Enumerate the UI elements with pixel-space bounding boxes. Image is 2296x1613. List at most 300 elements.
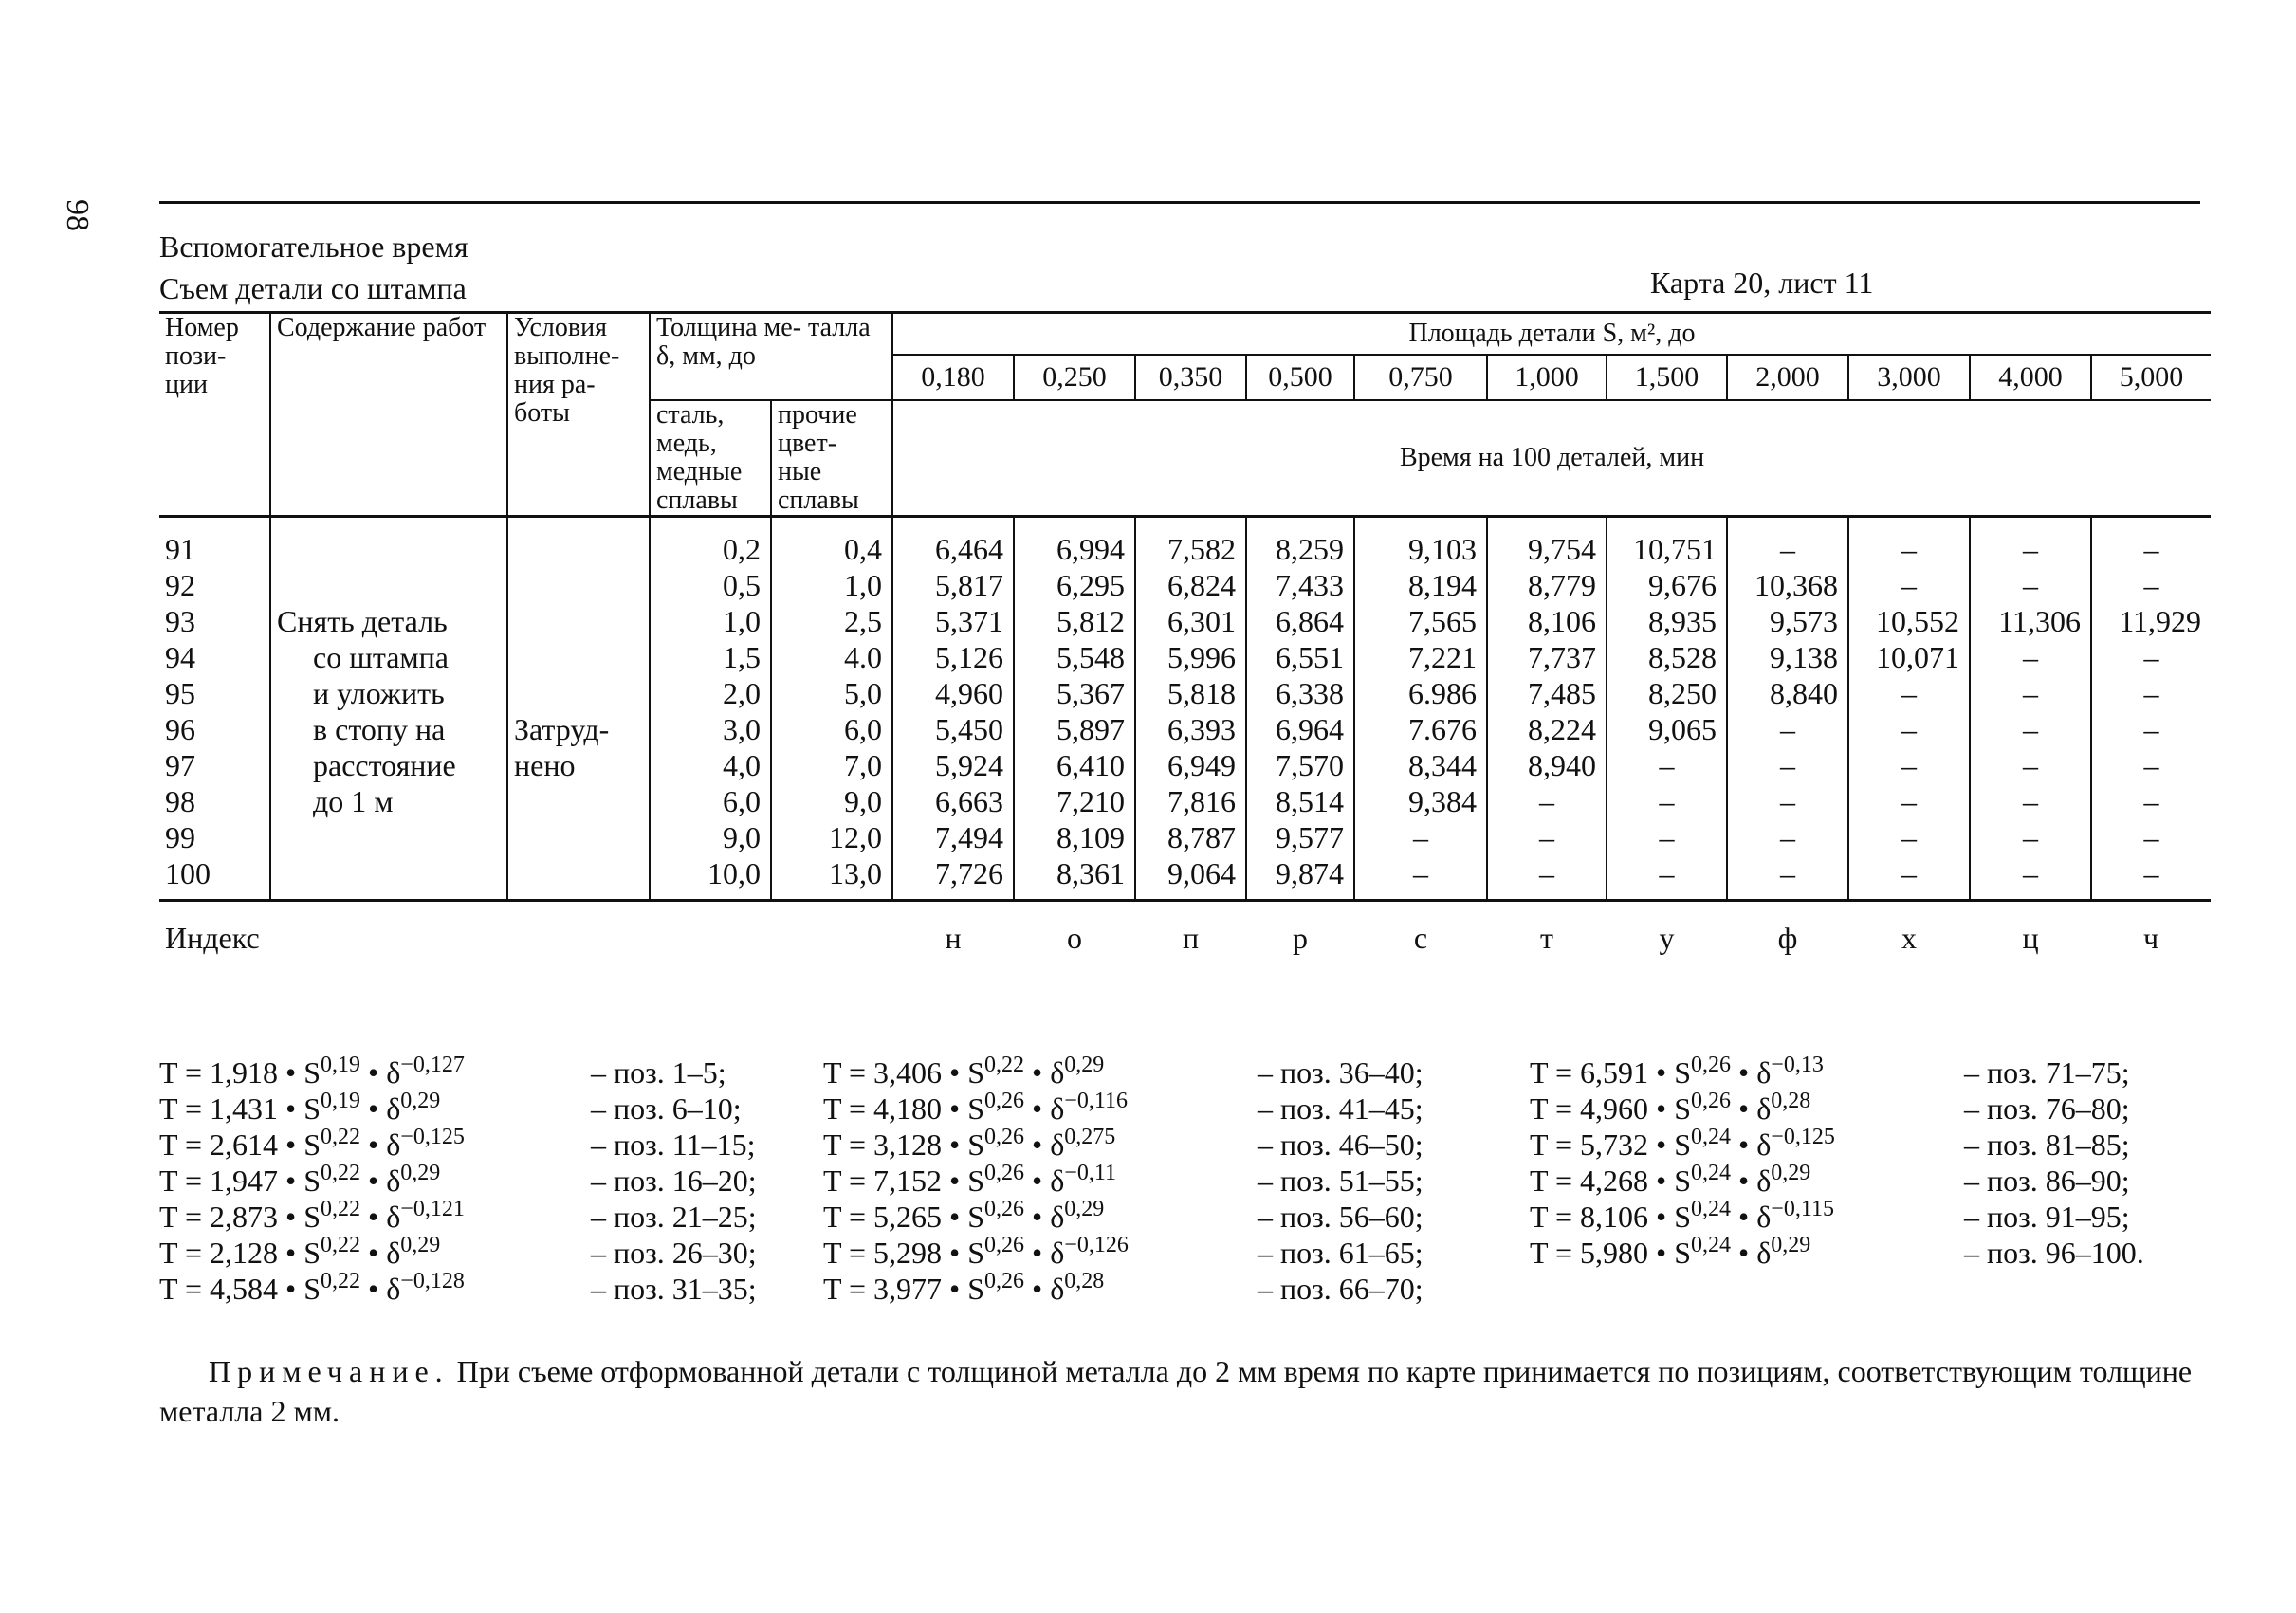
formula-s-exponent: 0,22 (984, 1053, 1025, 1077)
formula-line (823, 1235, 1506, 1271)
formula-prefix: T = (159, 1164, 211, 1198)
formula-s-exponent: 0,26 (984, 1233, 1025, 1257)
formula-prefix: T = (1530, 1127, 1581, 1162)
time-value-cell: – (1354, 855, 1487, 901)
table-row (159, 517, 2211, 568)
time-value-cell: – (2143, 532, 2159, 566)
other-thickness-cell: 13,0 (771, 855, 892, 901)
formula-s-exponent: 0,22 (321, 1161, 361, 1185)
time-value-cell: – (1727, 711, 1848, 747)
time-value-cell: 9,064 (1135, 855, 1246, 901)
time-value-cell: 8,840 (1727, 675, 1848, 711)
time-value-cell: – (1607, 783, 1727, 819)
formula-s-symbol: • S (278, 1164, 321, 1198)
formula-prefix: T = (159, 1127, 211, 1162)
formula-positions: – поз. 71–75; (1964, 1055, 2130, 1090)
time-value-cell: 6,949 (1135, 747, 1246, 783)
formula-positions: – поз. 91–95; (1964, 1200, 2130, 1234)
formula-line (1530, 1163, 2208, 1199)
time-value-cell: – (2143, 820, 2159, 854)
time-value-cell: – (1970, 639, 2091, 675)
time-value-cell: 5,817 (892, 567, 1014, 603)
time-value-cell: – (1607, 819, 1727, 855)
time-value-cell: – (1848, 855, 1970, 901)
formula-delta-exponent: −0,121 (400, 1197, 465, 1221)
time-value-cell: 5,548 (1014, 639, 1135, 675)
formula-expression (823, 1127, 1115, 1163)
index-letter-7: ф (1727, 901, 1848, 957)
time-value-cell: 6,393 (1135, 711, 1246, 747)
time-value-cell: – (1970, 675, 2091, 711)
time-value-cell: 7,221 (1354, 639, 1487, 675)
time-value-cell: 8,109 (1014, 819, 1135, 855)
time-value-cell: – (1487, 855, 1607, 901)
time-value-cell: 8,514 (1246, 783, 1354, 819)
formula-positions: – поз. 26–30; (591, 1236, 757, 1270)
formula-delta-exponent: −0,116 (1064, 1089, 1128, 1113)
formula-coefficient: 4,960 (1580, 1091, 1649, 1126)
formula-expression (1530, 1091, 1810, 1127)
formula-positions: – поз. 1–5; (591, 1055, 726, 1090)
formula-prefix: T = (159, 1272, 211, 1306)
area-header-2: 0,350 (1135, 355, 1246, 400)
formula-delta-symbol: • δ (360, 1127, 401, 1162)
index-letter-10: ч (2091, 901, 2211, 957)
formula-s-exponent: 0,22 (321, 1197, 361, 1221)
area-header-10: 5,000 (2091, 355, 2211, 400)
formula-prefix: T = (823, 1200, 874, 1234)
time-value-cell: – (1727, 819, 1848, 855)
formula-delta-exponent: 0,29 (400, 1161, 441, 1185)
formula-prefix: T = (1530, 1164, 1581, 1198)
time-value-cell: 7,210 (1014, 783, 1135, 819)
formula-s-symbol: • S (1648, 1055, 1692, 1090)
area-header-3: 0,500 (1246, 355, 1354, 400)
header-other-alloys: прочие цвет- ные сплавы (771, 400, 892, 517)
note-text: При съеме отформованной детали с толщиной металла до 2 мм время по карте принимается по позициям, соответствующим толщине металла 2 мм. (159, 1354, 2193, 1428)
area-header-9: 4,000 (1970, 355, 2091, 400)
time-value-cell: 6,338 (1246, 675, 1354, 711)
formula-delta-exponent: −0,127 (400, 1053, 465, 1077)
formula-line (1530, 1054, 2208, 1091)
formula-positions: – поз. 81–85; (1964, 1127, 2130, 1162)
time-value-cell: 5,126 (892, 639, 1014, 675)
formula-line (823, 1163, 1506, 1199)
formula-s-exponent: 0,22 (321, 1233, 361, 1257)
time-value-cell: 9,573 (1727, 603, 1848, 639)
other-thickness-cell: 12,0 (771, 819, 892, 855)
formula-delta-symbol: • δ (1731, 1055, 1772, 1090)
formula-s-symbol: • S (942, 1272, 985, 1306)
position-cell: 96 (159, 711, 270, 747)
time-value-cell: 8,259 (1246, 517, 1354, 568)
formula-s-exponent: 0,22 (321, 1269, 361, 1293)
time-value-cell: – (2143, 712, 2159, 746)
time-value-cell: – (1848, 675, 1970, 711)
formulas-column-3 (1530, 1054, 2208, 1271)
work-content-line: до 1 м (313, 784, 394, 818)
formula-prefix: T = (159, 1200, 211, 1234)
time-value-cell: 6,824 (1135, 567, 1246, 603)
time-value-cell: – (2143, 640, 2159, 674)
formula-delta-symbol: • δ (1024, 1164, 1065, 1198)
formula-coefficient: 5,732 (1580, 1127, 1649, 1162)
formula-delta-symbol: • δ (1024, 1091, 1065, 1126)
formula-delta-symbol: • δ (1731, 1200, 1772, 1234)
formula-delta-symbol: • δ (1731, 1091, 1772, 1126)
position-cell: 99 (159, 819, 270, 855)
formula-prefix: T = (823, 1055, 874, 1090)
time-value-cell: 7,570 (1246, 747, 1354, 783)
time-value-cell: 5,897 (1014, 711, 1135, 747)
position-cell: 100 (159, 855, 270, 901)
header-content: Содержание работ (270, 313, 507, 517)
formula-prefix: T = (159, 1055, 211, 1090)
page-number: 98 (60, 199, 95, 231)
formula-positions: – поз. 96–100. (1964, 1236, 2144, 1270)
time-value-cell: – (1354, 819, 1487, 855)
time-value-cell: 9,384 (1354, 783, 1487, 819)
formula-expression (159, 1271, 465, 1307)
formula-prefix: T = (1530, 1091, 1581, 1126)
formula-positions: – поз. 36–40; (1258, 1055, 1424, 1090)
formula-coefficient: 5,980 (1580, 1236, 1649, 1270)
area-header-0: 0,180 (892, 355, 1014, 400)
formula-line (159, 1054, 804, 1091)
formula-delta-exponent: −0,125 (1771, 1125, 1835, 1149)
time-value-cell: 5,996 (1135, 639, 1246, 675)
index-letter-4: с (1354, 901, 1487, 957)
index-letter-2: п (1135, 901, 1246, 957)
formula-line (159, 1091, 804, 1127)
time-value-cell: – (1727, 517, 1848, 568)
steel-thickness-cell: 0,2 (650, 517, 771, 568)
other-thickness-cell: 4.0 (771, 639, 892, 675)
index-letter-0: н (892, 901, 1014, 957)
formula-positions: – поз. 61–65; (1258, 1236, 1424, 1270)
formula-prefix: T = (823, 1236, 874, 1270)
time-value-cell: 8,361 (1014, 855, 1135, 901)
time-value-cell: – (1727, 783, 1848, 819)
work-content-line: в стопу на (313, 712, 446, 746)
work-content-line: со штампа (313, 640, 449, 674)
time-value-cell: 9,577 (1246, 819, 1354, 855)
time-value-cell: 4,960 (892, 675, 1014, 711)
time-value-cell: 6,295 (1014, 567, 1135, 603)
formula-delta-exponent: −0,126 (1064, 1233, 1129, 1257)
formula-coefficient: 4,584 (210, 1272, 279, 1306)
time-value-cell: 8,779 (1487, 567, 1607, 603)
conditions-cell (507, 517, 650, 901)
other-thickness-cell: 2,5 (771, 603, 892, 639)
formula-coefficient: 2,873 (210, 1200, 279, 1234)
formula-positions: – поз. 76–80; (1964, 1091, 2130, 1126)
formula-s-symbol: • S (1648, 1236, 1692, 1270)
formula-prefix: T = (159, 1091, 211, 1126)
formula-coefficient: 2,614 (210, 1127, 279, 1162)
time-value-cell: 5,924 (892, 747, 1014, 783)
formula-positions: – поз. 41–45; (1258, 1091, 1424, 1126)
formula-positions: – поз. 31–35; (591, 1272, 757, 1306)
formula-line (159, 1271, 804, 1307)
formula-s-symbol: • S (942, 1164, 985, 1198)
index-letter-3: р (1246, 901, 1354, 957)
work-content-line: расстояние (313, 748, 456, 782)
time-value-cell: – (2143, 568, 2159, 602)
formula-coefficient: 1,918 (210, 1055, 279, 1090)
time-value-cell: – (1727, 855, 1848, 901)
formula-coefficient: 5,298 (873, 1236, 943, 1270)
formula-delta-exponent: 0,29 (400, 1089, 441, 1113)
formula-positions: – поз. 6–10; (591, 1091, 742, 1126)
header-area: Площадь детали S, м², до (892, 313, 2211, 356)
time-value-cell: – (2143, 784, 2159, 818)
formula-line (823, 1127, 1506, 1163)
index-letter-1: о (1014, 901, 1135, 957)
formula-expression (1530, 1235, 1810, 1271)
formula-delta-symbol: • δ (360, 1272, 401, 1306)
formula-delta-symbol: • δ (360, 1236, 401, 1270)
time-value-cell: 6,964 (1246, 711, 1354, 747)
formula-s-exponent: 0,19 (321, 1089, 361, 1113)
time-value-cell: – (1970, 855, 2091, 901)
note (159, 1351, 2198, 1431)
time-value-cell: – (1487, 783, 1607, 819)
formula-positions: – поз. 46–50; (1258, 1127, 1424, 1162)
time-value-cell: 7,737 (1487, 639, 1607, 675)
formula-delta-symbol: • δ (1024, 1236, 1065, 1270)
time-value-cell: – (1970, 747, 2091, 783)
formula-positions: – поз. 51–55; (1258, 1164, 1424, 1198)
work-content-line: Снять деталь (277, 604, 448, 638)
formula-delta-symbol: • δ (1024, 1055, 1065, 1090)
formula-s-symbol: • S (1648, 1200, 1692, 1234)
formula-s-symbol: • S (278, 1236, 321, 1270)
formula-line (823, 1054, 1506, 1091)
formula-s-symbol: • S (278, 1127, 321, 1162)
formula-delta-exponent: 0,28 (1064, 1269, 1105, 1293)
conditions-line: Затруд- (514, 712, 610, 746)
formula-expression (1530, 1163, 1810, 1199)
time-value-cell: 5,812 (1014, 603, 1135, 639)
formula-s-exponent: 0,26 (984, 1089, 1025, 1113)
area-header-8: 3,000 (1848, 355, 1970, 400)
other-thickness-cell: 1,0 (771, 567, 892, 603)
area-header-5: 1,000 (1487, 355, 1607, 400)
formula-s-exponent: 0,26 (1691, 1053, 1732, 1077)
formula-positions: – поз. 86–90; (1964, 1164, 2130, 1198)
work-content-cell (270, 517, 507, 901)
time-value-cell: 8,940 (1487, 747, 1607, 783)
time-value-cell: 9,138 (1727, 639, 1848, 675)
formula-coefficient: 7,152 (873, 1164, 943, 1198)
formula-s-exponent: 0,26 (1691, 1089, 1732, 1113)
formula-delta-exponent: −0,13 (1771, 1053, 1824, 1077)
work-content-line: и уложить (313, 676, 445, 710)
steel-thickness-cell: 3,0 (650, 711, 771, 747)
time-value-cell: 9,676 (1607, 567, 1727, 603)
time-value-cell: – (1487, 819, 1607, 855)
time-value-cell: 6,301 (1135, 603, 1246, 639)
formula-s-symbol: • S (942, 1055, 985, 1090)
time-value-cell: – (2143, 676, 2159, 710)
formula-expression (159, 1054, 465, 1091)
formula-coefficient: 3,977 (873, 1272, 943, 1306)
formula-coefficient: 1,431 (210, 1091, 279, 1126)
time-value-cell: 10,071 (1848, 639, 1970, 675)
formula-prefix: T = (1530, 1200, 1581, 1234)
steel-thickness-cell: 9,0 (650, 819, 771, 855)
formula-s-exponent: 0,24 (1691, 1197, 1732, 1221)
time-value-cell: – (1970, 517, 2091, 568)
time-value-cell: 7,816 (1135, 783, 1246, 819)
formula-coefficient: 3,128 (873, 1127, 943, 1162)
time-value-cell: 8,935 (1607, 603, 1727, 639)
formula-expression (823, 1163, 1116, 1199)
time-value-cell: 5,450 (892, 711, 1014, 747)
steel-thickness-cell: 1,5 (650, 639, 771, 675)
formula-prefix: T = (823, 1091, 874, 1126)
area-header-1: 0,250 (1014, 355, 1135, 400)
header-thickness: Толщина ме- талла δ, мм, до (650, 313, 892, 401)
formula-delta-symbol: • δ (1024, 1127, 1065, 1162)
formula-s-symbol: • S (278, 1200, 321, 1234)
time-value-cell: – (1970, 567, 2091, 603)
time-value-cell: 6,464 (892, 517, 1014, 568)
formula-prefix: T = (823, 1127, 874, 1162)
steel-thickness-cell: 6,0 (650, 783, 771, 819)
time-value-cell: 6,551 (1246, 639, 1354, 675)
formula-expression (823, 1091, 1128, 1127)
time-value-cell: 10,751 (1607, 517, 1727, 568)
formula-expression (159, 1235, 440, 1271)
position-cell: 97 (159, 747, 270, 783)
area-header-4: 0,750 (1354, 355, 1487, 400)
formula-expression (1530, 1199, 1834, 1235)
time-value-cell: 6,994 (1014, 517, 1135, 568)
formula-delta-exponent: 0,29 (400, 1233, 441, 1257)
formula-s-exponent: 0,26 (984, 1269, 1025, 1293)
other-thickness-cell: 6,0 (771, 711, 892, 747)
time-value-cell: 11,929 (2119, 604, 2201, 638)
formula-delta-exponent: −0,128 (400, 1269, 465, 1293)
time-value-cell: 7,726 (892, 855, 1014, 901)
time-value-cell: 8,250 (1607, 675, 1727, 711)
conditions-line: нено (514, 748, 576, 782)
formula-line (159, 1163, 804, 1199)
top-rule (159, 201, 2200, 204)
formula-delta-exponent: −0,115 (1771, 1197, 1834, 1221)
formula-delta-exponent: 0,28 (1771, 1089, 1811, 1113)
position-cell: 95 (159, 675, 270, 711)
time-value-cell: 5,367 (1014, 675, 1135, 711)
time-value-cell: – (1848, 517, 1970, 568)
time-value-cell: – (1970, 783, 2091, 819)
time-value-cell: – (1848, 567, 1970, 603)
formula-line (1530, 1091, 2208, 1127)
formula-s-exponent: 0,24 (1691, 1161, 1732, 1185)
position-cell: 92 (159, 567, 270, 603)
formula-expression (159, 1091, 440, 1127)
time-value-cell: 5,371 (892, 603, 1014, 639)
area-header-6: 1,500 (1607, 355, 1727, 400)
time-norms-table (159, 311, 2211, 956)
time-value-cell: 8,344 (1354, 747, 1487, 783)
time-value-cell: – (1970, 819, 2091, 855)
formula-line (159, 1127, 804, 1163)
formula-line (1530, 1127, 2208, 1163)
other-thickness-cell: 7,0 (771, 747, 892, 783)
formula-delta-symbol: • δ (1024, 1272, 1065, 1306)
formula-delta-exponent: 0,29 (1064, 1197, 1105, 1221)
formula-s-exponent: 0,26 (984, 1161, 1025, 1185)
formula-coefficient: 6,591 (1580, 1055, 1649, 1090)
time-value-cell: 6,663 (892, 783, 1014, 819)
formula-expression (823, 1199, 1104, 1235)
formula-prefix: T = (1530, 1055, 1581, 1090)
time-value-cell: 10,368 (1727, 567, 1848, 603)
index-letter-6: у (1607, 901, 1727, 957)
header-line-1: Вспомогательное время (159, 229, 468, 264)
formula-coefficient: 3,406 (873, 1055, 943, 1090)
formula-delta-exponent: 0,29 (1771, 1161, 1811, 1185)
time-value-cell: – (1848, 711, 1970, 747)
steel-thickness-cell: 0,5 (650, 567, 771, 603)
time-value-cell: 8,528 (1607, 639, 1727, 675)
formula-delta-symbol: • δ (360, 1164, 401, 1198)
formula-s-symbol: • S (942, 1236, 985, 1270)
index-letter-5: т (1487, 901, 1607, 957)
header-conditions: Условия выполне- ния ра- боты (507, 313, 650, 517)
formula-s-symbol: • S (942, 1127, 985, 1162)
formula-s-symbol: • S (1648, 1127, 1692, 1162)
formula-positions: – поз. 66–70; (1258, 1272, 1424, 1306)
formula-s-symbol: • S (278, 1272, 321, 1306)
other-thickness-cell: 9,0 (771, 783, 892, 819)
formula-expression (159, 1127, 465, 1163)
formula-expression (1530, 1054, 1824, 1091)
formula-delta-exponent: −0,11 (1064, 1161, 1116, 1185)
formula-prefix: T = (823, 1272, 874, 1306)
time-value-cell: – (2143, 748, 2159, 782)
formula-positions: – поз. 16–20; (591, 1164, 757, 1198)
time-value-cell: 7,582 (1135, 517, 1246, 568)
formula-s-exponent: 0,24 (1691, 1233, 1732, 1257)
formula-delta-symbol: • δ (1731, 1164, 1772, 1198)
formula-prefix: T = (1530, 1236, 1581, 1270)
time-value-cell: 7.676 (1354, 711, 1487, 747)
formula-s-symbol: • S (278, 1091, 321, 1126)
time-value-cell: 8,787 (1135, 819, 1246, 855)
area-header-7: 2,000 (1727, 355, 1848, 400)
time-value-cell: 9,874 (1246, 855, 1354, 901)
formula-s-exponent: 0,19 (321, 1053, 361, 1077)
header-title (159, 226, 468, 309)
formula-line (823, 1199, 1506, 1235)
time-value-cell: – (1607, 747, 1727, 783)
formula-delta-symbol: • δ (1731, 1127, 1772, 1162)
time-value-cell: 8,224 (1487, 711, 1607, 747)
formula-expression (823, 1235, 1129, 1271)
formula-line (823, 1271, 1506, 1307)
formula-delta-symbol: • δ (360, 1200, 401, 1234)
index-letter-9: ц (1970, 901, 2091, 957)
formula-delta-exponent: 0,275 (1064, 1125, 1116, 1149)
time-value-cell: 7,433 (1246, 567, 1354, 603)
header-line-2: Съем детали со штампа (159, 271, 467, 305)
formula-line (1530, 1235, 2208, 1271)
formula-positions: – поз. 21–25; (591, 1200, 757, 1234)
